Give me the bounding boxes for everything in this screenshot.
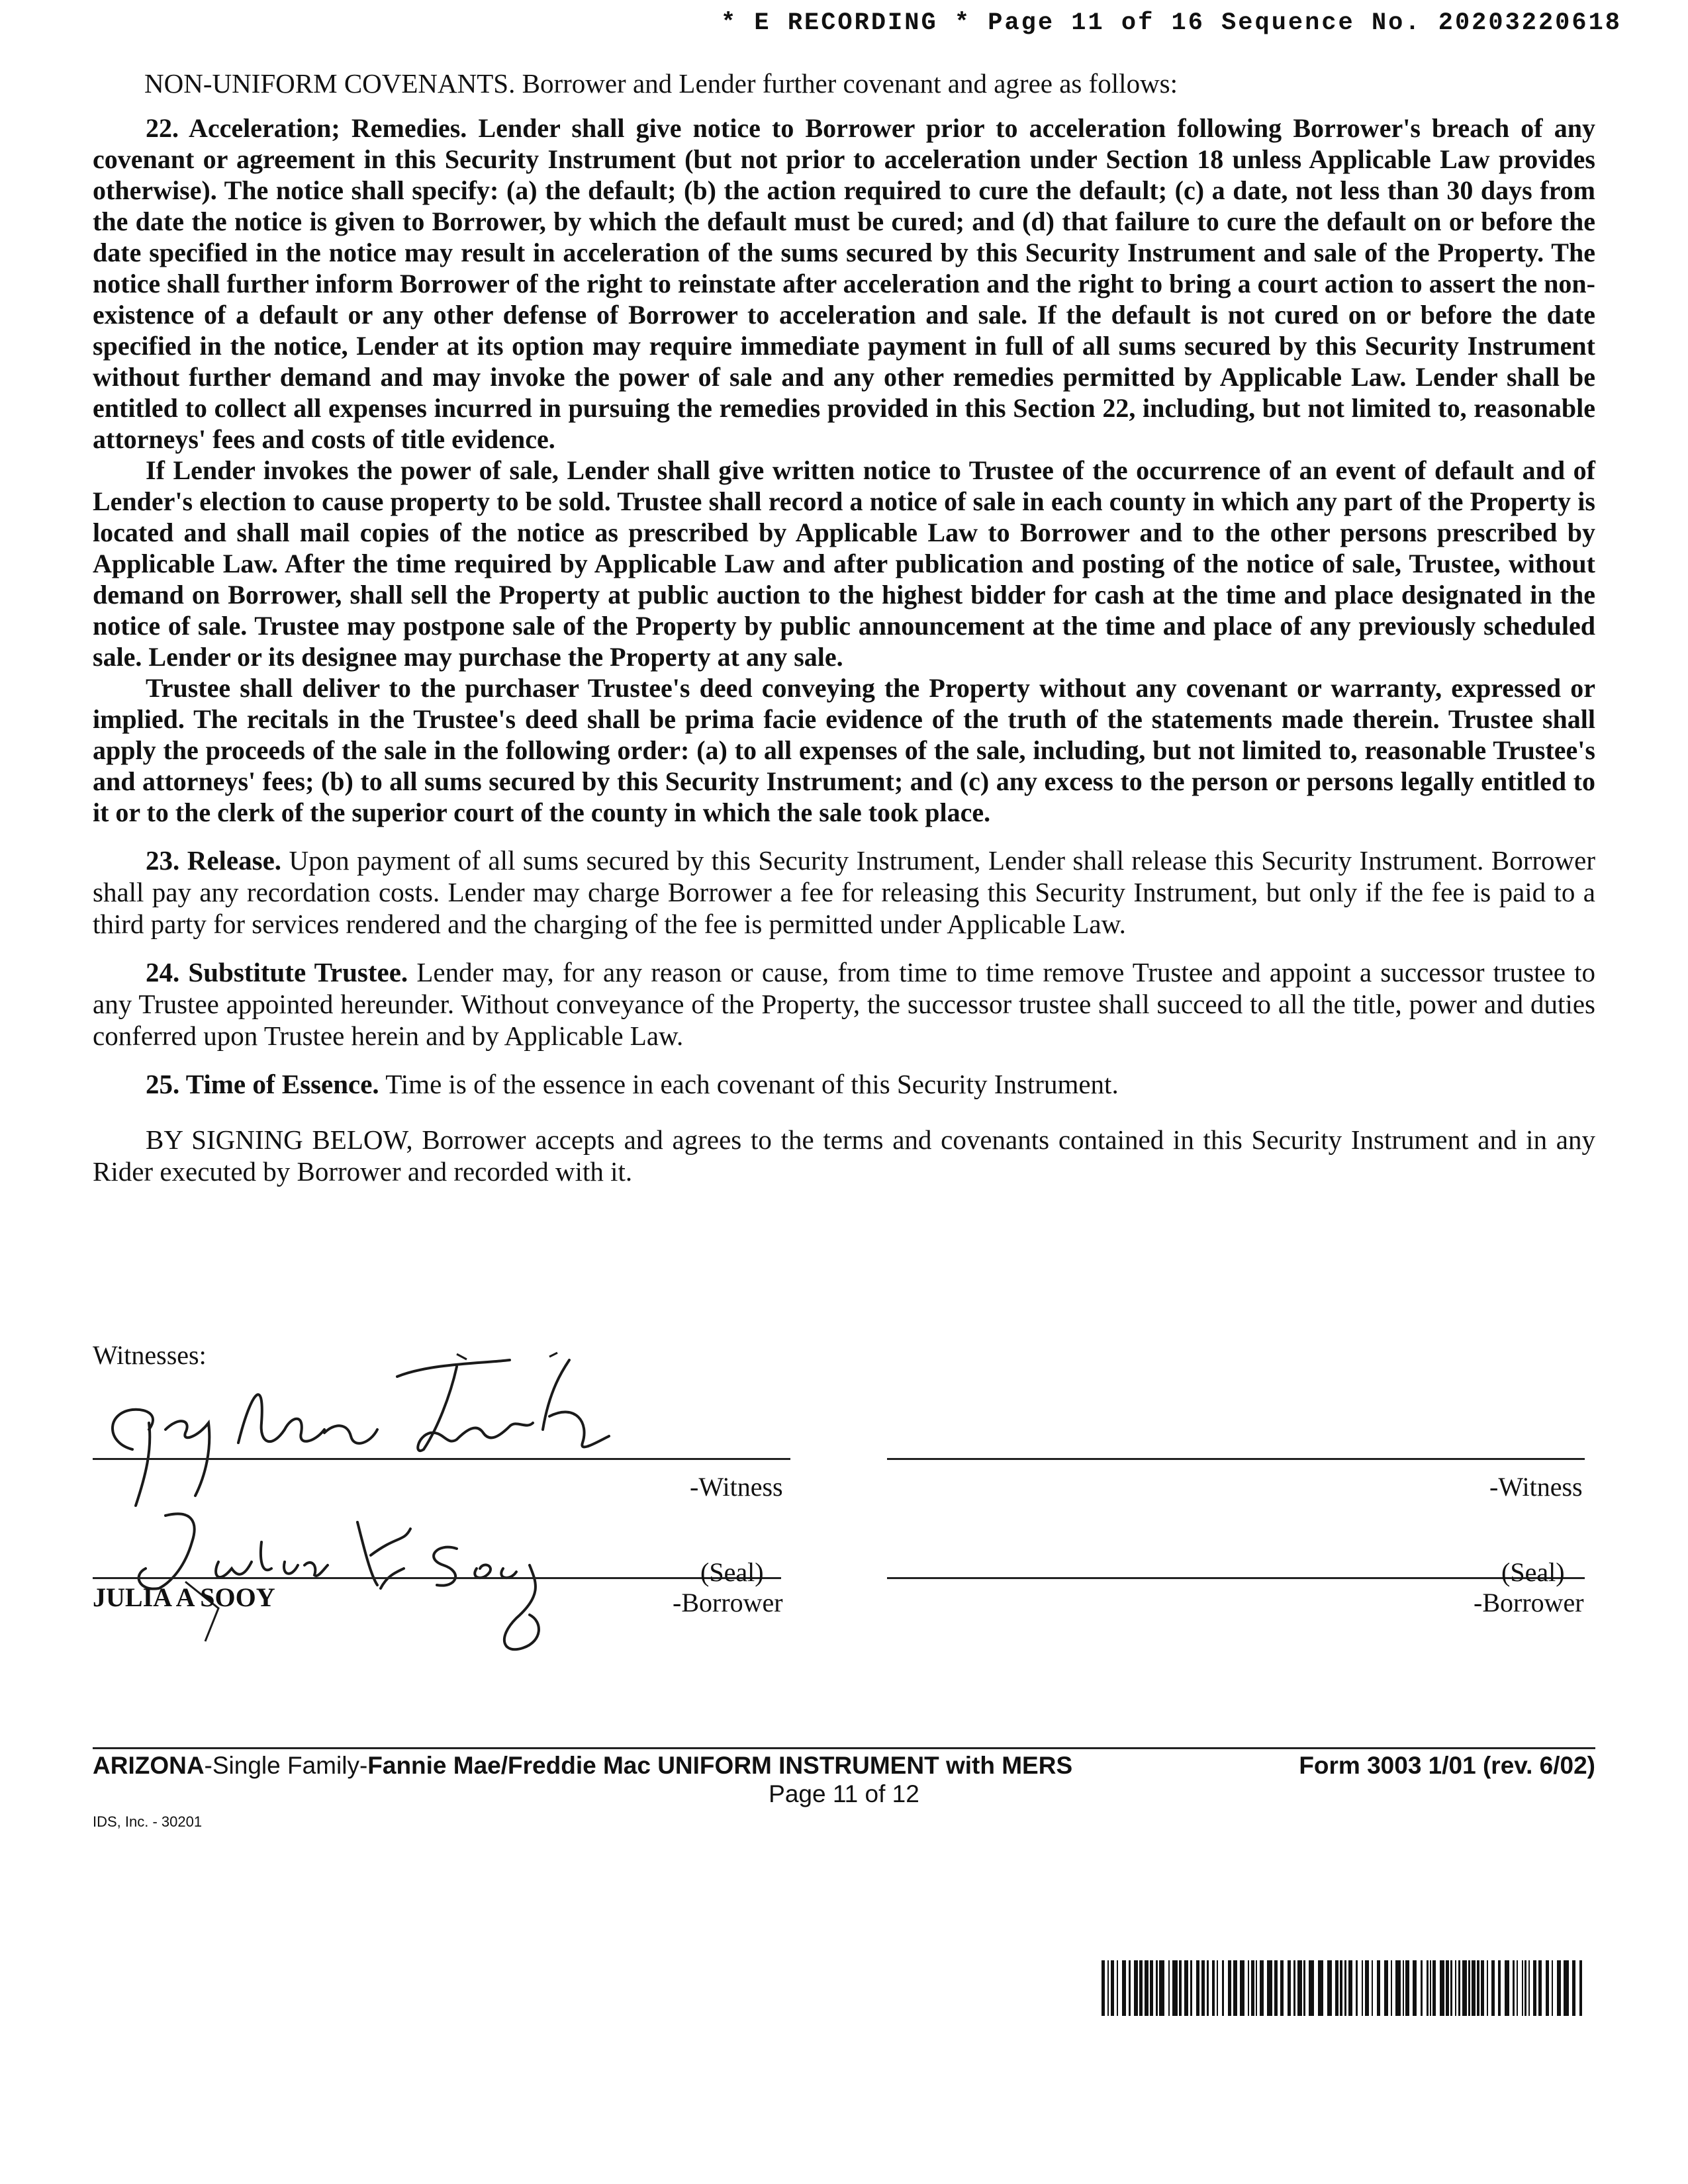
recording-header: * E RECORDING * Page 11 of 16 Sequence No. 20203220618 — [721, 9, 1622, 37]
witness-line-left — [93, 1458, 790, 1460]
section-25-heading: 25. Time of Essence. — [146, 1069, 379, 1099]
vendor-id: IDS, Inc. - 30201 — [93, 1813, 203, 1830]
borrower-line-left — [93, 1577, 781, 1579]
signing-statement: BY SIGNING BELOW, Borrower accepts and agrees to the terms and covenants contained in this Security Instrument and in any Rider executed by Borrower and recorded with it. — [93, 1124, 1595, 1187]
form-state: ARIZONA — [93, 1752, 205, 1779]
section-24-heading: 24. Substitute Trustee. — [146, 957, 408, 987]
form-desc-bold: Fannie Mae/Freddie Mac UNIFORM INSTRUMENT with MERS — [367, 1752, 1073, 1779]
witness-signature — [86, 1350, 669, 1509]
borrower-label-left: -Borrower — [673, 1588, 783, 1617]
non-uniform-intro: NON-UNIFORM COVENANTS. Borrower and Lender further covenant and agree as follows: — [144, 68, 1178, 99]
section-25-text: Time is of the essence in each covenant of this Security Instrument. — [385, 1069, 1119, 1099]
witness-line-right — [887, 1458, 1585, 1460]
borrower-signature — [119, 1502, 596, 1661]
witness-label-left: -Witness — [690, 1472, 783, 1502]
form-description — [93, 1752, 1072, 1780]
section-23-heading: 23. Release. — [146, 845, 282, 876]
borrower-line-right — [887, 1577, 1585, 1579]
section-22-para-2: If Lender invokes the power of sale, Lender shall give written notice to Trustee of the occurrence of an event of default and of Lender's election to cause property to be sold. Trustee shall record a notice of sale in each county in which any part of the Property is located and shall mail copies of the notice as prescribed by Applicable Law to Borrower and to the other persons prescribed by Applicable Law. After the time required by Applicable Law and after publication and posting of the notice of sale, Trustee, without demand on Borrower, shall sell the Property at public auction to the highest bidder for cash at the time and place designated in the notice of sale. Trustee may postpone sale of the Property by public announcement at the time and place of any previously scheduled sale. Lender or its designee may purchase the Property at any sale. — [93, 455, 1595, 672]
form-number: Form 3003 1/01 (rev. 6/02) — [1299, 1752, 1595, 1779]
section-22-para-3: Trustee shall deliver to the purchaser Trustee's deed conveying the Property without any covenant or warranty, expressed or implied. The recitals in the Trustee's deed shall be prima facie evidence of the truth of the statements made therein. Trustee shall apply the proceeds of the sale in the following order: (a) to all expenses of the sale, including, but not limited to, reasonable Trustee's and attorneys' fees; (b) to all sums secured by this Security Instrument; and (c) any excess to the person or persons legally entitled to it or to the clerk of the superior court of the county in which the sale took place. — [93, 673, 1595, 827]
borrower-label-right: -Borrower — [1474, 1588, 1584, 1617]
borrower-name: JULIA A SOOY — [93, 1582, 275, 1612]
form-desc-light: -Single Family- — [204, 1752, 368, 1779]
form-footer — [93, 1747, 1595, 1784]
section-22-heading: 22. Acceleration; Remedies. — [146, 113, 467, 143]
barcode — [1102, 1960, 1582, 2016]
seal-label-left: (Seal) — [700, 1557, 764, 1587]
page-number: Page 11 of 12 — [769, 1780, 919, 1807]
section-24-text: Lender may, for any reason or cause, from time to time remove Trustee and appoint a successor trustee to any Trustee appointed hereunder. Without conveyance of the Property, the successor trustee shall succeed to all the title, power and duties conferred upon Trustee herein and by Applicable Law. — [93, 957, 1596, 1051]
witness-label-right: -Witness — [1489, 1472, 1583, 1502]
section-22-text-1: Lender shall give notice to Borrower prior to acceleration following Borrower's breach of any covenant or agreement in this Security Instrument (but not prior to acceleration under Section 18 unless Applicable Law provides otherwise). The notice shall specify: (a) the default; (b) the action required to cure the default; (c) a date, not less than 30 days from the date the notice is given to Borrower, by which the default must be cured; and (d) that failure to cure the default on or before the date specified in the notice may result in acceleration of the sums secured by this Security Instrument and sale of the Property. The notice shall further inform Borrower of the right to reinstate after acceleration and the right to bring a court action to assert the non-existence of a default or any other defense of Borrower to acceleration and sale. If the default is not cured on or before the date specified in the notice, Lender at its option may require immediate payment in full of all sums secured by this Security Instrument without further demand and may invoke the power of sale and any other remedies permitted by Applicable Law. Lender shall be entitled to collect all expenses incurred in pursuing the remedies provided in this Section 22, including, but not limited to, reasonable attorneys' fees and costs of title evidence. — [93, 113, 1596, 454]
seal-label-right: (Seal) — [1501, 1557, 1565, 1587]
section-23-text: Upon payment of all sums secured by this Security Instrument, Lender shall release this Security Instrument. Borrower shall pay any recordation costs. Lender may charge Borrower a fee for releasing this Security Instrument, but only if the fee is paid to a third party for services rendered and the charging of the fee is permitted under Applicable Law. — [93, 845, 1595, 939]
witnesses-label: Witnesses: — [93, 1340, 207, 1370]
